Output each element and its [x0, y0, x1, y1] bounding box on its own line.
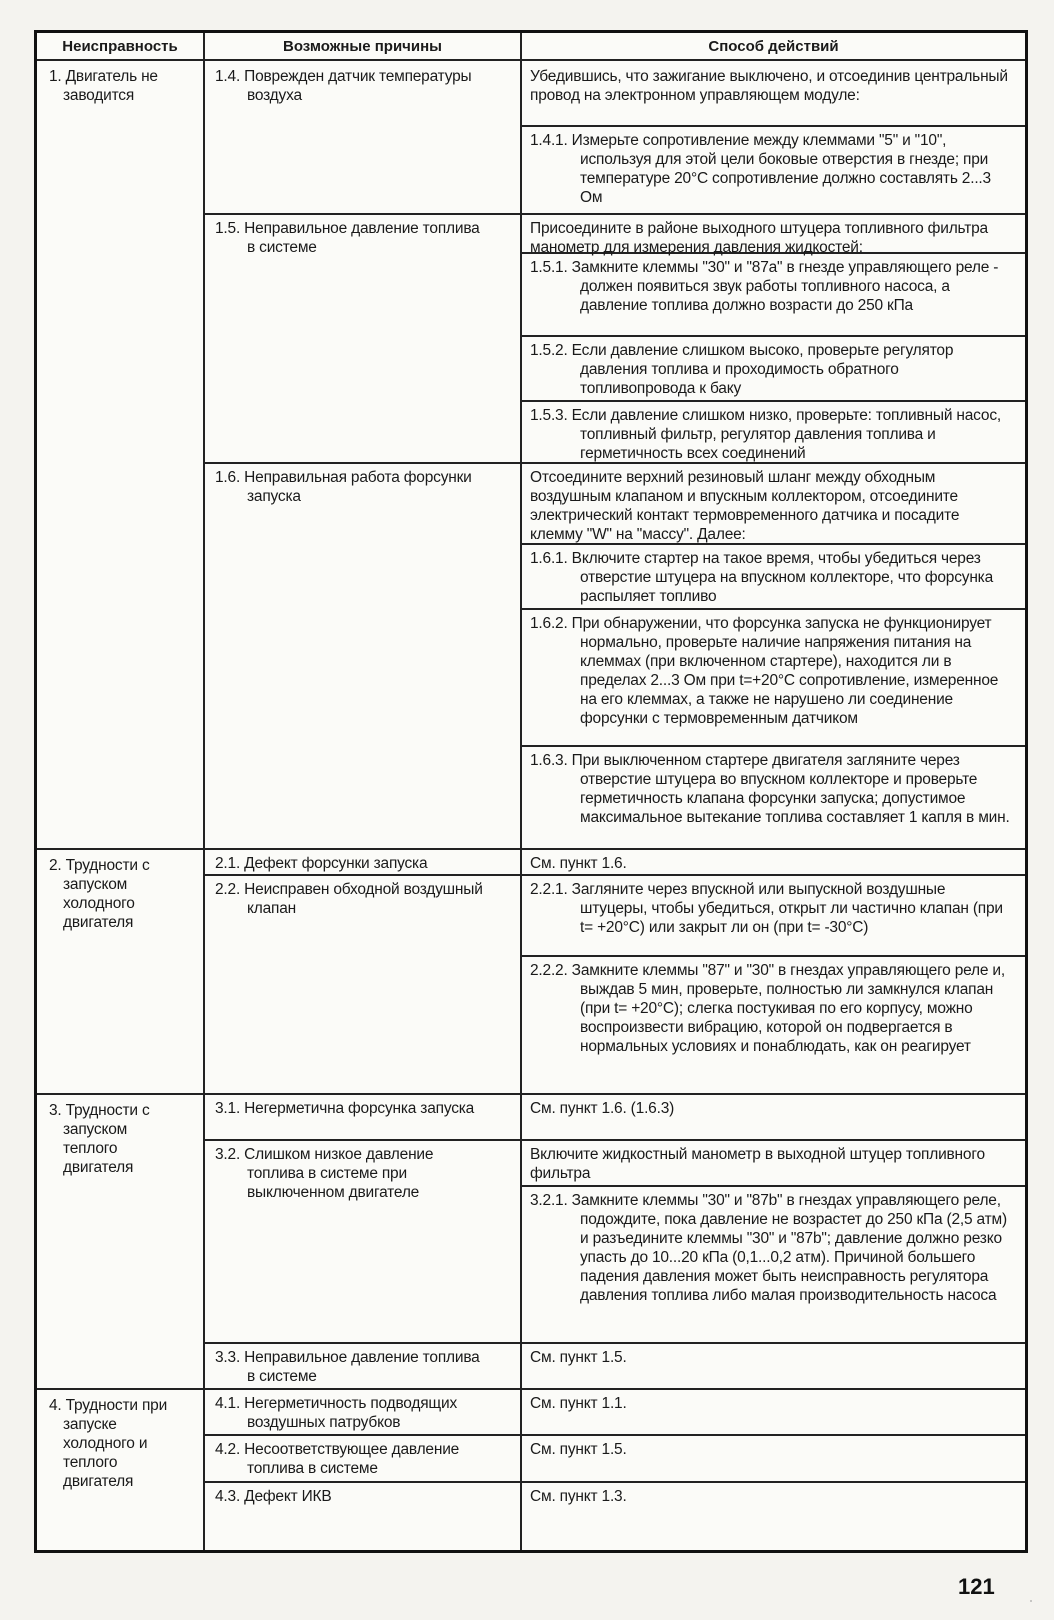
action-2-1: См. пункт 1.6.	[530, 855, 627, 872]
cause-1-6: 1.6. Неправильная работа форсунки запуска	[215, 469, 472, 505]
action-3-1: См. пункт 1.6. (1.6.3)	[530, 1100, 675, 1117]
action-1-4: Убедившись, что зажигание выключено, и отсоединив центральный провод на электронном управляющем модуле:	[530, 68, 1008, 104]
action-1-5-1: 1.5.1. Замкните клеммы "30" и "87a" в гнезде управляющего реле - должен появиться звук работы топливного насоса, а давление топлива должно возрасти до 250 кПа	[530, 259, 999, 314]
cause-4-3: 4.3. Дефект ИКВ	[215, 1488, 332, 1505]
header-actions: Способ действий	[708, 38, 839, 55]
fault-3: 3. Трудности с запуском теплого двигателя	[49, 1102, 150, 1176]
action-3-3: См. пункт 1.5.	[530, 1349, 627, 1366]
action-4-1: См. пункт 1.1.	[530, 1395, 627, 1412]
fault-2: 2. Трудности с запуском холодного двигателя	[49, 857, 150, 931]
cause-2-1: 2.1. Дефект форсунки запуска	[215, 855, 428, 872]
action-4-3: См. пункт 1.3.	[530, 1488, 627, 1505]
action-1-6-1: 1.6.1. Включите стартер на такое время, чтобы убедиться через отверстие штуцера на впускном коллекторе, что форсунка распыляет топливо	[530, 550, 994, 605]
action-4-2: См. пункт 1.5.	[530, 1441, 627, 1458]
scan-speck	[1030, 1600, 1032, 1602]
cause-4-1: 4.1. Негерметичность подводящих воздушных патрубков	[215, 1395, 457, 1431]
page-number: 121	[958, 1574, 995, 1599]
action-3-2: Включите жидкостный манометр в выходной штуцер топливного фильтра	[530, 1146, 985, 1182]
cause-1-5: 1.5. Неправильное давление топлива в системе	[215, 220, 480, 256]
action-1-5-3: 1.5.3. Если давление слишком низко, проверьте: топливный насос, топливный фильтр, регулятор давления топлива и герметичность всех соединений	[530, 407, 1001, 462]
fault-4: 4. Трудности при запуске холодного и теплого двигателя	[49, 1397, 168, 1490]
action-2-2-1: 2.2.1. Загляните через впускной или выпускной воздушные штуцеры, чтобы убедиться, открыт ли частично клапан (при t= +20°С) или закрыт ли он (при t= -30°С)	[530, 881, 1003, 936]
cause-2-2: 2.2. Неисправен обходной воздушный клапан	[215, 881, 483, 917]
cause-3-2: 3.2. Слишком низкое давление топлива в системе при выключенном двигателе	[215, 1146, 434, 1201]
action-3-2-1: 3.2.1. Замкните клеммы "30" и "87b" в гнездах управляющего реле, подождите, пока давление не возрастет до 250 кПа (2,5 атм) и разъедините клеммы "30" и "87b"; давление должно резко упасть до 10...20 кПа (0,1...0,2 атм). Причиной большего падения давления может быть неисправность регулятора давления топлива либо малая производительность насоса	[530, 1192, 1007, 1304]
header-causes: Возможные причины	[282, 38, 442, 55]
cause-3-1: 3.1. Негерметична форсунка запуска	[215, 1100, 475, 1117]
column-divider-1	[203, 33, 205, 1550]
action-1-4-1: 1.4.1. Измерьте сопротивление между клеммами "5" и "10", используя для этой цели боковые отверстия в гнезде; при температуре 20°С сопротивление должно составлять 2...3 Ом	[530, 132, 991, 206]
action-1-6-3: 1.6.3. При выключенном стартере двигателя загляните через отверстие штуцера во впускном коллекторе и проверьте герметичность клапана форсунки запуска; допустимое максимальное вытекание топлива составляет 1 капля в мин.	[530, 752, 1010, 826]
action-1-5: Присоедините в районе выходного штуцера топливного фильтра манометр для измерения давления жидкостей:	[530, 220, 988, 256]
action-1-6-2: 1.6.2. При обнаружении, что форсунка запуска не функционирует нормально, проверьте наличие напряжения питания на клеммах (при включенном стартере), находится ли в пределах 2...3 Ом при t=+20°С сопротивление, измеренное на его клеммах, а также не нарушено ли соединение форсунки с термовременным датчиком	[530, 615, 999, 727]
cause-3-3: 3.3. Неправильное давление топлива в системе	[215, 1349, 480, 1385]
troubleshooting-table	[34, 30, 1028, 1553]
cause-4-2: 4.2. Несоответствующее давление топлива в системе	[215, 1441, 460, 1477]
fault-1: 1. Двигатель не заводится	[49, 68, 158, 104]
action-1-6: Отсоедините верхний резиновый шланг между обходным воздушным клапаном и впускным коллектором, отсоедините электрический контакт термовременного датчика и посадите клемму "W" на "массу". Далее:	[530, 469, 960, 543]
header-fault: Неисправность	[62, 38, 178, 55]
action-1-5-2: 1.5.2. Если давление слишком высоко, проверьте регулятор давления топлива и проходимость обратного топливопровода к баку	[530, 342, 954, 397]
header-divider	[37, 59, 1025, 61]
action-2-2-2: 2.2.2. Замкните клеммы "87" и "30" в гнездах управляющего реле и, выждав 5 мин, проверьте, полностью ли замкнулся клапан (при t= +20°С); слегка постукивая по его корпусу, можно воспроизвести вибрацию, которой он подвергается в нормальных условиях и понаблюдать, как он реагирует	[530, 962, 1005, 1055]
cause-1-4: 1.4. Поврежден датчик температуры воздуха	[215, 68, 472, 104]
